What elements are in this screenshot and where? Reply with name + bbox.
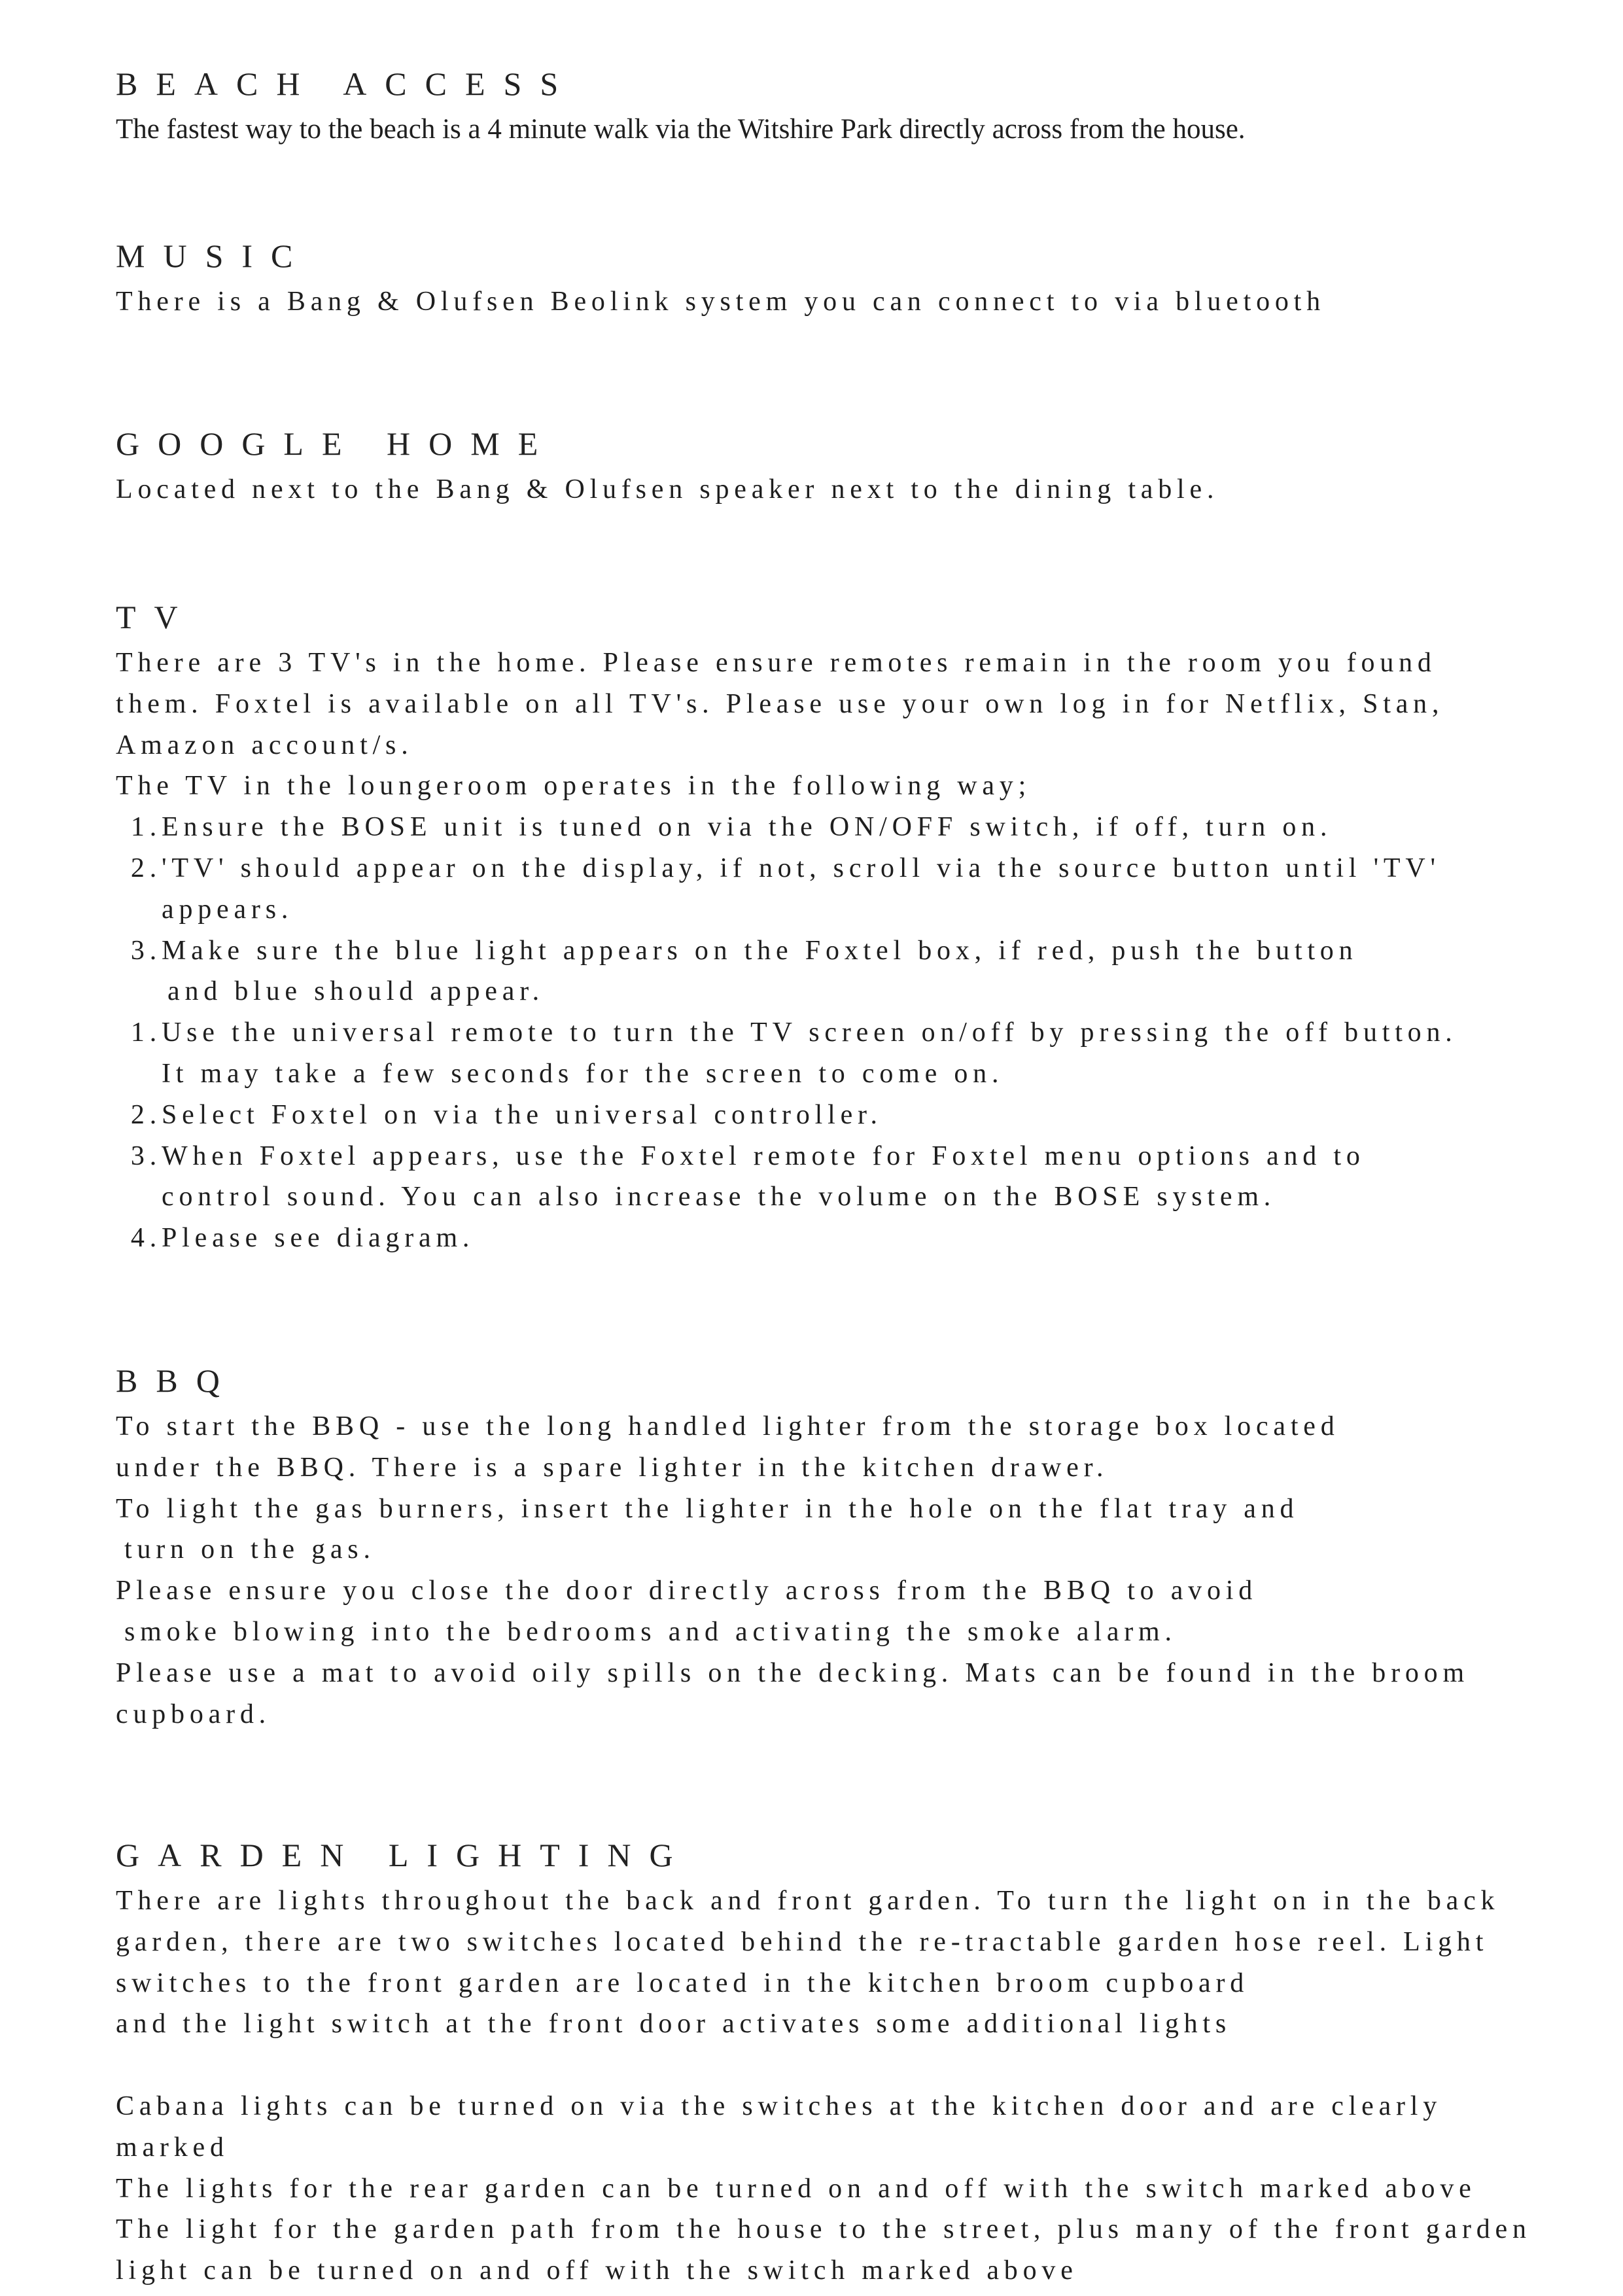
list-item-text: Please see diagram. [162, 1223, 475, 1254]
list-item-continuation: control sound. You can also increase the volume on the BOSE system. [162, 1182, 1276, 1212]
list-number: 3. [130, 935, 162, 966]
list-number: 2. [130, 853, 162, 883]
body-line: smoke blowing into the bedrooms and activating the smoke alarm. [124, 1616, 1177, 1647]
list-item-text: Select Foxtel on via the universal controller. [162, 1099, 882, 1130]
list-item-continuation: appears. [162, 894, 294, 925]
list-number: 3. [130, 1140, 162, 1171]
list-item-text: Ensure the BOSE unit is tuned on via the ON/OFF switch, if off, turn on. [162, 812, 1333, 843]
body-line: Located next to the Bang & Olufsen speaker next to the dining table. [116, 474, 1219, 504]
list-item [116, 930, 1607, 972]
body-line: The fastest way to the beach is a 4 minute walk via the Witshire Park directly across from the house. [116, 114, 1246, 145]
section-heading: BEACH ACCESS [116, 65, 577, 102]
list-item-continuation: It may take a few seconds for the screen to come on. [162, 1058, 1004, 1089]
body-line: There are lights throughout the back and front garden. To turn the light on in the back [116, 1886, 1500, 1916]
body-line: Amazon account/s. [116, 730, 413, 760]
section-heading: MUSIC [116, 238, 311, 274]
body-line: light can be turned on and off with the switch marked above [116, 2255, 1078, 2286]
body-line: under the BBQ. There is a spare lighter in the kitchen drawer. [116, 1452, 1109, 1483]
body-line: The lights for the rear garden can be turned on and off with the switch marked above [116, 2173, 1476, 2204]
section-bbq [116, 1360, 1607, 1735]
section-heading: TV [116, 599, 196, 635]
list-number: 1. [130, 812, 162, 843]
body-line: The TV in the loungeroom operates in the following way; [116, 771, 1032, 802]
body-line: There are 3 TV's in the home. Please ensure remotes remain in the room you found [116, 648, 1437, 678]
list-number: 1. [130, 1017, 162, 1048]
list-item [116, 1095, 1607, 1136]
section-heading: BBQ [116, 1362, 238, 1399]
section-heading: GARDEN LIGHTING [116, 1837, 691, 1873]
list-item [116, 1218, 1607, 1259]
section-google-home [116, 423, 1607, 510]
list-item-text: Use the universal remote to turn the TV screen on/off by pressing the off button. [162, 1017, 1457, 1048]
body-line: There is a Bang & Olufsen Beolink system you can connect to via bluetooth [116, 287, 1325, 317]
body-line: To light the gas burners, insert the lighter in the hole on the flat tray and [116, 1493, 1299, 1524]
numbered-list-bose-setup [116, 807, 1607, 1012]
list-item-continuation: and blue should appear. [167, 976, 544, 1007]
body-line: them. Foxtel is available on all TV's. Please use your own log in for Netflix, Stan, [116, 688, 1444, 719]
section-beach-access [116, 63, 1607, 150]
list-item-text: Make sure the blue light appears on the Foxtel box, if red, push the button [162, 935, 1358, 966]
list-item [116, 807, 1607, 848]
body-line: Please ensure you close the door directly across from the BBQ to avoid [116, 1576, 1258, 1606]
section-music [116, 236, 1607, 323]
body-line: cupboard. [116, 1699, 271, 1729]
list-item [116, 1136, 1607, 1177]
section-heading: GOOGLE HOME [116, 425, 557, 462]
list-item-text: When Foxtel appears, use the Foxtel remote for Foxtel menu options and to [162, 1140, 1365, 1171]
section-garden-lighting [116, 1835, 1607, 2291]
body-line: Please use a mat to avoid oily spills on the decking. Mats can be found in the broom [116, 1657, 1469, 1688]
body-line: To start the BBQ - use the long handled lighter from the storage box located [116, 1411, 1340, 1441]
body-line: switches to the front garden are located in the kitchen broom cupboard [116, 1968, 1249, 1998]
section-tv [116, 597, 1607, 1259]
list-number: 4. [130, 1223, 162, 1254]
body-line: The light for the garden path from the house to the street, plus many of the front garden [116, 2214, 1531, 2245]
body-line: garden, there are two switches located behind the re-tractable garden hose reel. Light [116, 1926, 1489, 1957]
numbered-list-remote-steps [116, 1012, 1607, 1259]
list-item [116, 1012, 1607, 1053]
body-line: turn on the gas. [124, 1534, 375, 1565]
body-line: Cabana lights can be turned on via the switches at the kitchen door and are clearly [116, 2091, 1442, 2121]
list-item-text: 'TV' should appear on the display, if not, scroll via the source button until 'TV' [162, 853, 1440, 883]
body-line: and the light switch at the front door activates some additional lights [116, 2009, 1232, 2040]
list-number: 2. [130, 1099, 162, 1130]
body-line: marked [116, 2132, 229, 2163]
list-item [116, 848, 1607, 889]
paragraph-gap [116, 2045, 1607, 2086]
